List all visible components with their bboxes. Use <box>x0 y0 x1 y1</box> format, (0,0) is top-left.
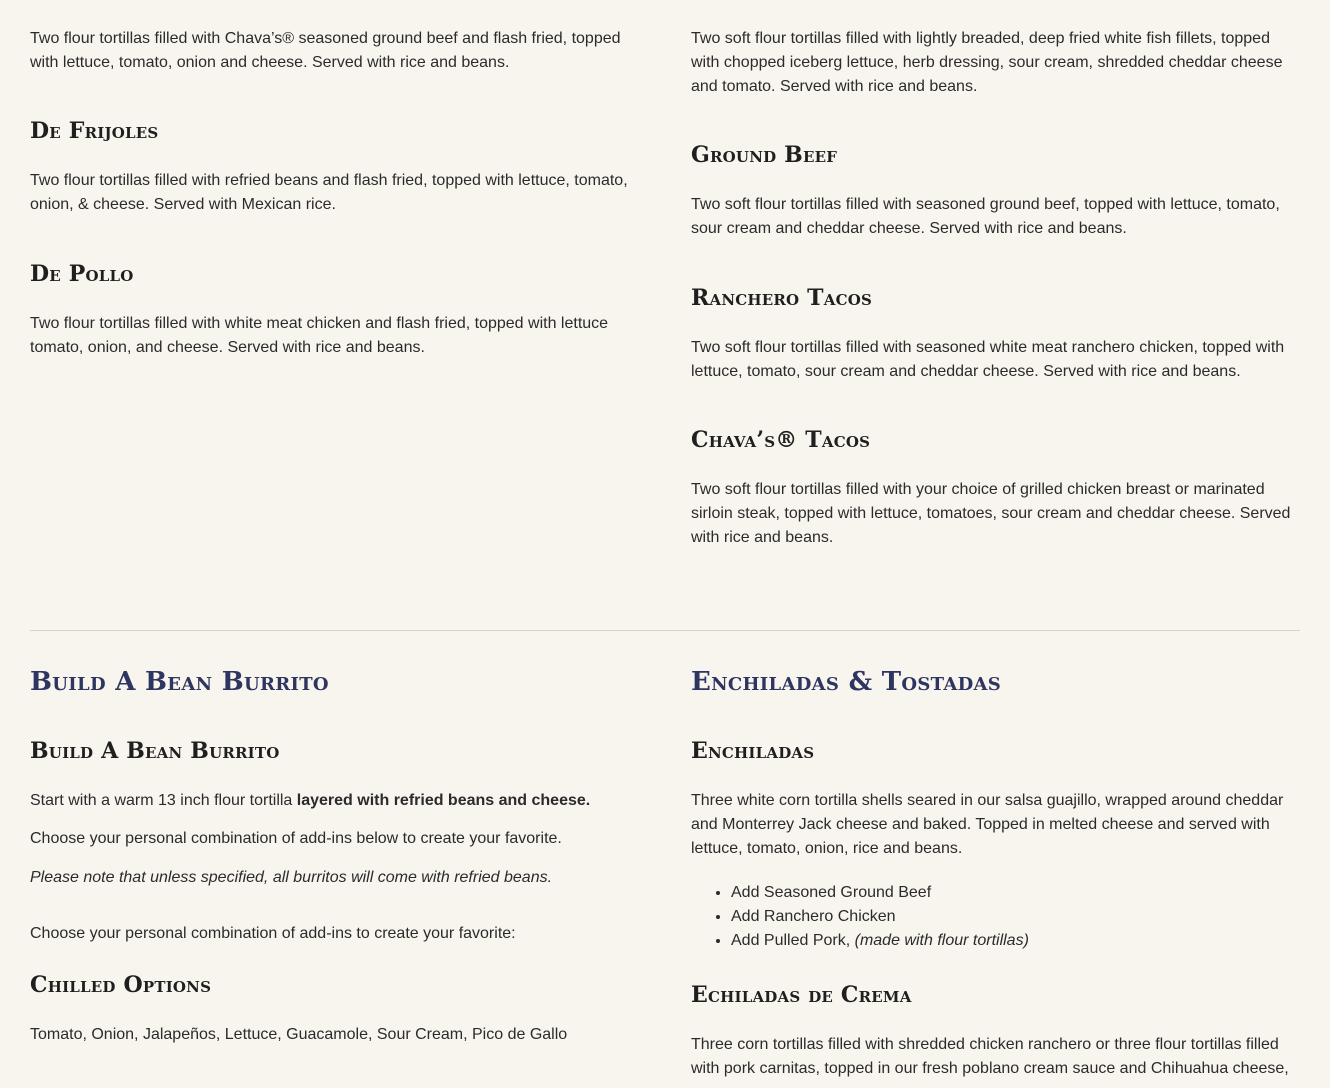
item-description: Two soft flour tortillas filled with your choice of grilled chicken breast or marinated sirloin steak, topped with lettuce, tomatoes, sour cream and cheddar cheese. Served with rice and beans. <box>691 481 1291 546</box>
item-title: Ground Beef <box>691 142 838 168</box>
item-description: Two flour tortillas filled with Chava’s® seasoned ground beef and flash fried, topped with lettuce, tomato, onion and cheese. Served with rice and beans. <box>30 30 621 71</box>
list-item: • Add Ranchero Chicken <box>731 905 1301 929</box>
item-title: Ranchero Tacos <box>691 285 873 311</box>
item-title: Echiladas de Crema <box>691 982 912 1008</box>
choose-text: Choose your personal combination of add-ins below to create your favorite. <box>30 830 562 847</box>
item-title: Chilled Options <box>30 972 212 998</box>
item-description: Three white corn tortilla shells seared in our salsa guajillo, wrapped around cheddar and Monterrey Jack cheese and baked. Topped in melted cheese and served with lettuce, tomato, onion, rice and beans. <box>691 792 1284 857</box>
addon-label: Add Pulled Pork, <box>731 932 855 949</box>
item-description: Three corn tortillas filled with shredded chicken ranchero or three flour tortillas filled with pork carnitas, topped in our fresh poblano cream sauce and Chihuahua cheese, <box>691 1036 1289 1077</box>
burrito-start-text <box>30 789 640 813</box>
item-description: Two soft flour tortillas filled with seasoned white meat ranchero chicken, topped with lettuce, tomato, sour cream and cheddar cheese. Served with rice and beans. <box>691 339 1285 380</box>
start-bold-text: layered with refried beans and cheese. <box>296 792 591 809</box>
item-title: Chava’s® Tacos <box>691 427 871 453</box>
section-heading: Enchiladas & Tostadas <box>691 667 1002 697</box>
item-title: Enchiladas <box>691 738 815 764</box>
list-item <box>731 929 1301 953</box>
section-divider <box>30 630 1300 631</box>
addon-list <box>691 881 1301 953</box>
start-text: Start with a warm 13 inch flour tortilla <box>30 792 297 809</box>
item-description: Two soft flour tortillas filled with lightly breaded, deep fried white fish fillets, topped with chopped iceberg lettuce, herb dressing, sour cream, shredded cheddar cheese and tomato. Served with rice and beans. <box>691 30 1283 95</box>
item-title: De Frijoles <box>30 118 159 144</box>
list-item: • Add Seasoned Ground Beef <box>731 881 1301 905</box>
note-text: Please note that unless specified, all burritos will come with refried beans. <box>30 869 553 886</box>
burrito-note <box>30 866 640 890</box>
section-heading: Build A Bean Burrito <box>30 667 329 697</box>
item-description: Two flour tortillas filled with white meat chicken and flash fried, topped with lettuce tomato, onion, and cheese. Served with rice and beans. <box>30 315 609 356</box>
addon-note: (made with flour tortillas) <box>854 932 1029 949</box>
choose-text-2: Choose your personal combination of add-ins to create your favorite: <box>30 925 516 942</box>
item-description: Two flour tortillas filled with refried beans and flash fried, topped with lettuce, tomato, onion, & cheese. Served with Mexican rice. <box>30 172 628 213</box>
item-title: De Pollo <box>30 261 134 287</box>
item-title: Build A Bean Burrito <box>30 738 280 764</box>
chilled-options-list: Tomato, Onion, Jalapeños, Lettuce, Guacamole, Sour Cream, Pico de Gallo <box>30 1026 568 1043</box>
item-description: Two soft flour tortillas filled with seasoned ground beef, topped with lettuce, tomato, sour cream and cheddar cheese. Served with rice and beans. <box>691 196 1280 237</box>
